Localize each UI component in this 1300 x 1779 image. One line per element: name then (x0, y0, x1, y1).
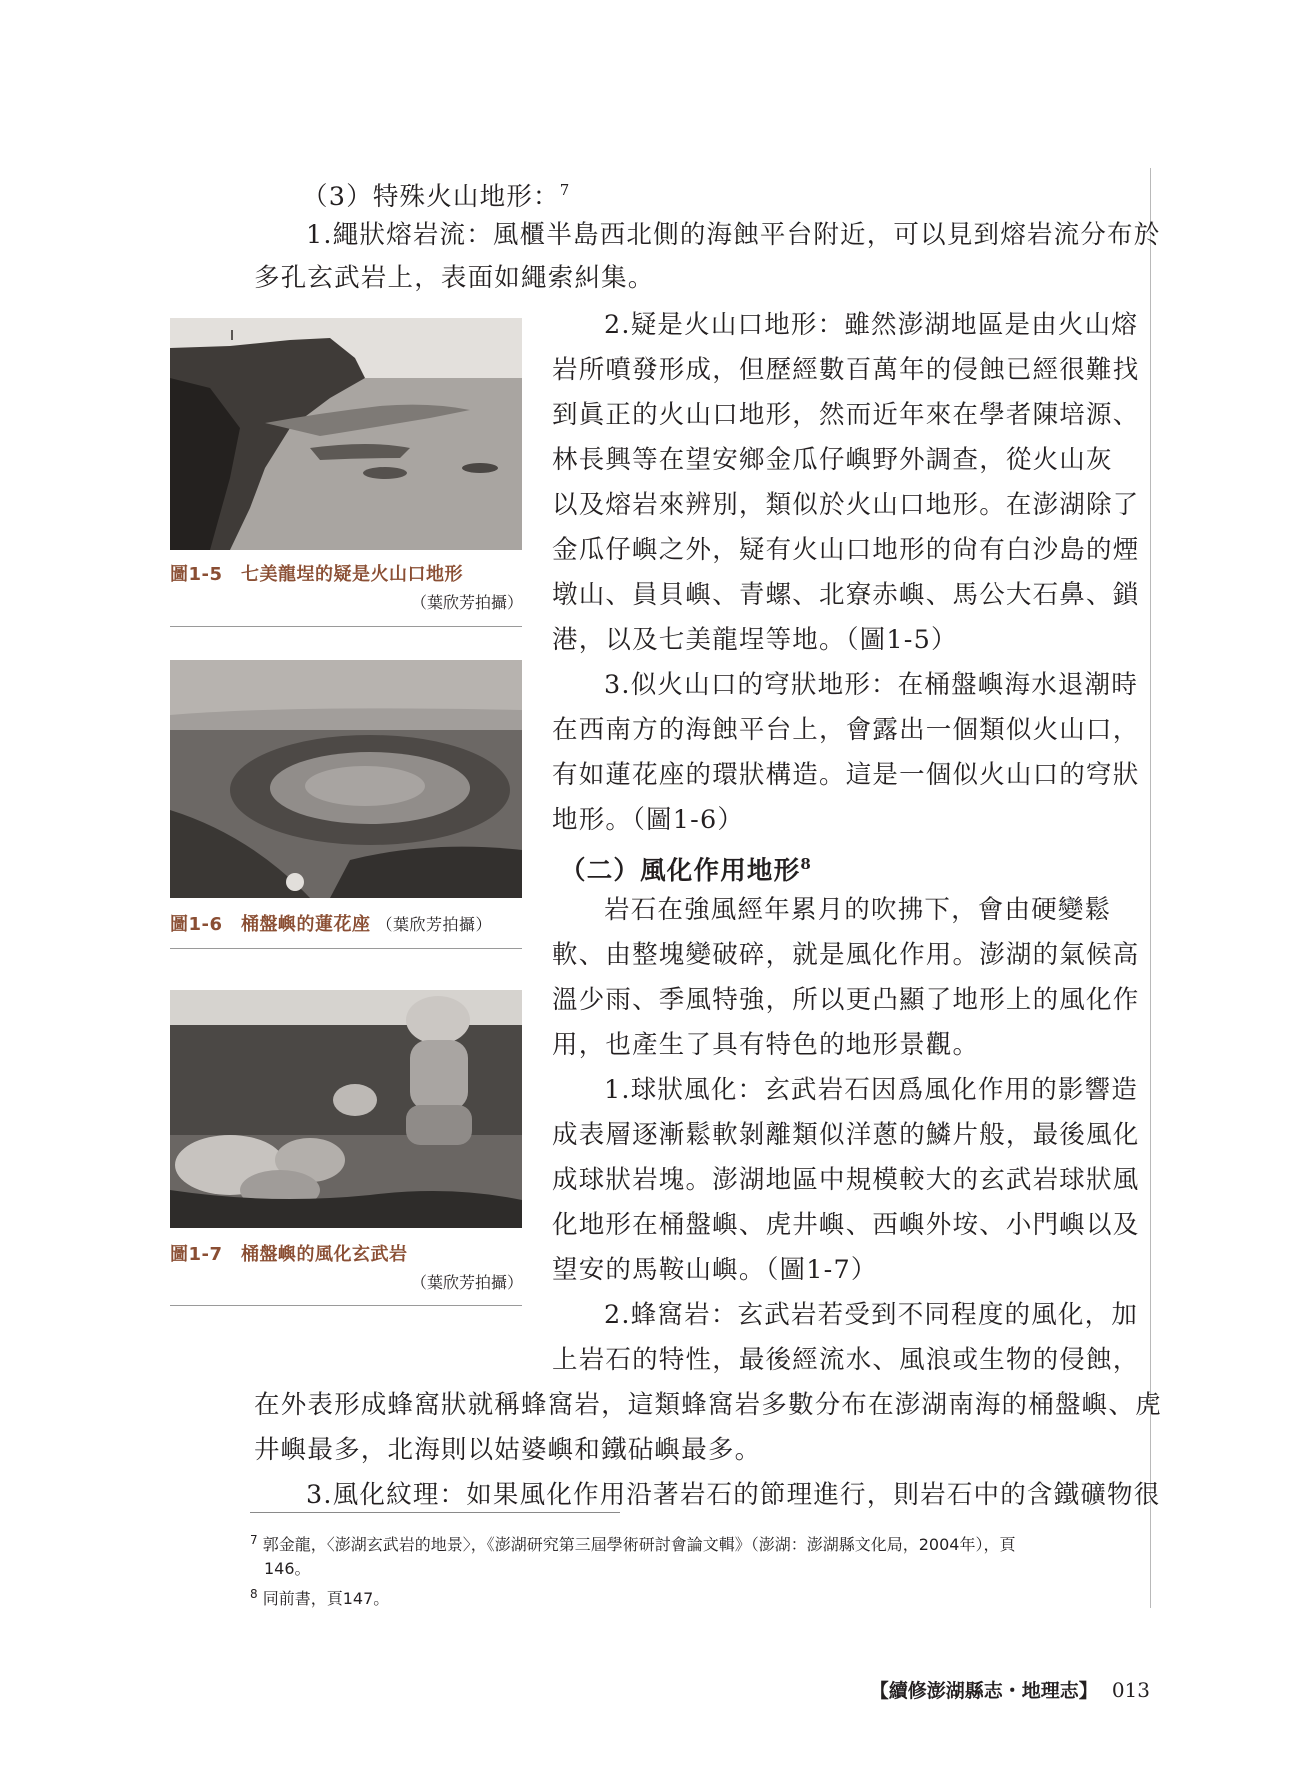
figure-caption-1-7: 圖1-7 桶盤嶼的風化玄武岩 (170, 1244, 408, 1265)
caption-divider (170, 1305, 522, 1306)
footnote-text: 郭金龍，〈澎湖玄武岩的地景〉，《澎湖研究第三屆學術研討會論文輯》（澎湖：澎湖縣文化局，2004年），頁 (262, 1535, 1016, 1554)
paragraph-line: 成球狀岩塊。澎湖地區中規模較大的玄武岩球狀風 (552, 1165, 1140, 1195)
figure-caption-1-5: 圖1-5 七美龍埕的疑是火山口地形 (170, 564, 464, 585)
paragraph-line: 岩石在強風經年累月的吹拂下，會由硬變鬆 (604, 895, 1112, 925)
caption-divider (170, 626, 522, 627)
paragraph-line: 3.似火山口的穹狀地形：在桶盤嶼海水退潮時 (604, 670, 1139, 700)
page-number: 013 (1111, 1678, 1150, 1702)
footnote-text: 同前書，頁147。 (262, 1589, 390, 1608)
paragraph-line: 在外表形成蜂窩狀就稱蜂窩岩，這類蜂窩岩多數分布在澎湖南海的桶盤嶼、虎 (254, 1390, 1162, 1420)
figure-caption-1-6 (170, 910, 492, 936)
paragraph-line: 多孔玄武岩上，表面如繩索糾集。 (254, 263, 655, 293)
footnote-ref: 8 (800, 855, 811, 873)
paragraph-line: 金瓜仔嶼之外，疑有火山口地形的尙有白沙島的煙 (552, 535, 1140, 565)
footnote-text: 146。 (264, 1559, 311, 1578)
footnote-ref: 7 (559, 181, 570, 199)
section-heading-3 (302, 170, 569, 217)
paragraph-line: 林長興等在望安鄉金瓜仔嶼野外調查，從火山灰 (552, 445, 1113, 475)
volume-title: 【續修澎湖縣志・地理志】 (869, 1680, 1098, 1702)
paragraph-line: 望安的馬鞍山嶼。（圖1-7） (552, 1255, 878, 1285)
paragraph-line: 地形。（圖1-6） (552, 805, 745, 835)
heading-text: （二）風化作用地形 (560, 856, 801, 886)
photo-coastal-cliff (170, 318, 522, 550)
paragraph-line: 井嶼最多，北海則以姑婆嶼和鐵砧嶼最多。 (254, 1435, 762, 1465)
paragraph-line: 2.疑是火山口地形：雖然澎湖地區是由火山熔 (604, 310, 1139, 340)
photo-credit: （葉欣芳拍攝） (411, 593, 524, 612)
paragraph-line: 墩山、員貝嶼、青螺、北寮赤嶼、馬公大石鼻、鎖 (552, 580, 1140, 610)
footnote-number: 7 (250, 1533, 258, 1547)
paragraph-line: 用，也產生了具有特色的地形景觀。 (552, 1030, 980, 1060)
photo-lotus-platform (170, 660, 522, 898)
paragraph-line: 以及熔岩來辨別，類似於火山口地形。在澎湖除了 (552, 490, 1140, 520)
footnote-8 (250, 1582, 389, 1611)
footnote-divider (250, 1512, 620, 1513)
paragraph-line: 軟、由整塊變破碎，就是風化作用。澎湖的氣候高 (552, 940, 1140, 970)
paragraph-line: 上岩石的特性，最後經流水、風浪或生物的侵蝕， (552, 1345, 1140, 1375)
paragraph-line: 1.繩狀熔岩流：風櫃半島西北側的海蝕平台附近，可以見到熔岩流分布於 (306, 220, 1161, 250)
caption-divider (170, 948, 522, 949)
page-footer (870, 1676, 1150, 1703)
paragraph-line: 成表層逐漸鬆軟剝離類似洋蔥的鱗片般，最後風化 (552, 1120, 1140, 1150)
paragraph-line: 溫少雨、季風特強，所以更凸顯了地形上的風化作 (552, 985, 1140, 1015)
paragraph-line: 有如蓮花座的環狀構造。這是一個似火山口的穹狀 (552, 760, 1140, 790)
paragraph-line: 岩所噴發形成，但歷經數百萬年的侵蝕已經很難找 (552, 355, 1140, 385)
section-heading-2 (560, 844, 811, 891)
paragraph-line: 1.球狀風化：玄武岩石因爲風化作用的影響造 (604, 1075, 1139, 1105)
footnote-7 (250, 1528, 1015, 1581)
paragraph-line: 3.風化紋理：如果風化作用沿著岩石的節理進行，則岩石中的含鐵礦物很 (306, 1480, 1161, 1510)
photo-weathered-basalt (170, 990, 522, 1228)
photo-credit: （葉欣芳拍攝） (376, 915, 493, 934)
heading-text: （3）特殊火山地形： (302, 182, 560, 212)
footnote-number: 8 (250, 1587, 258, 1601)
paragraph-line: 港，以及七美龍埕等地。（圖1-5） (552, 625, 958, 655)
photo-credit: （葉欣芳拍攝） (411, 1273, 524, 1292)
paragraph-line: 到眞正的火山口地形，然而近年來在學者陳培源、 (552, 400, 1140, 430)
paragraph-line: 在西南方的海蝕平台上，會露出一個類似火山口， (552, 715, 1140, 745)
caption-label: 圖1-6 桶盤嶼的蓮花座 (170, 914, 371, 935)
paragraph-line: 2.蜂窩岩：玄武岩若受到不同程度的風化，加 (604, 1300, 1139, 1330)
paragraph-line: 化地形在桶盤嶼、虎井嶼、西嶼外垵、小門嶼以及 (552, 1210, 1140, 1240)
